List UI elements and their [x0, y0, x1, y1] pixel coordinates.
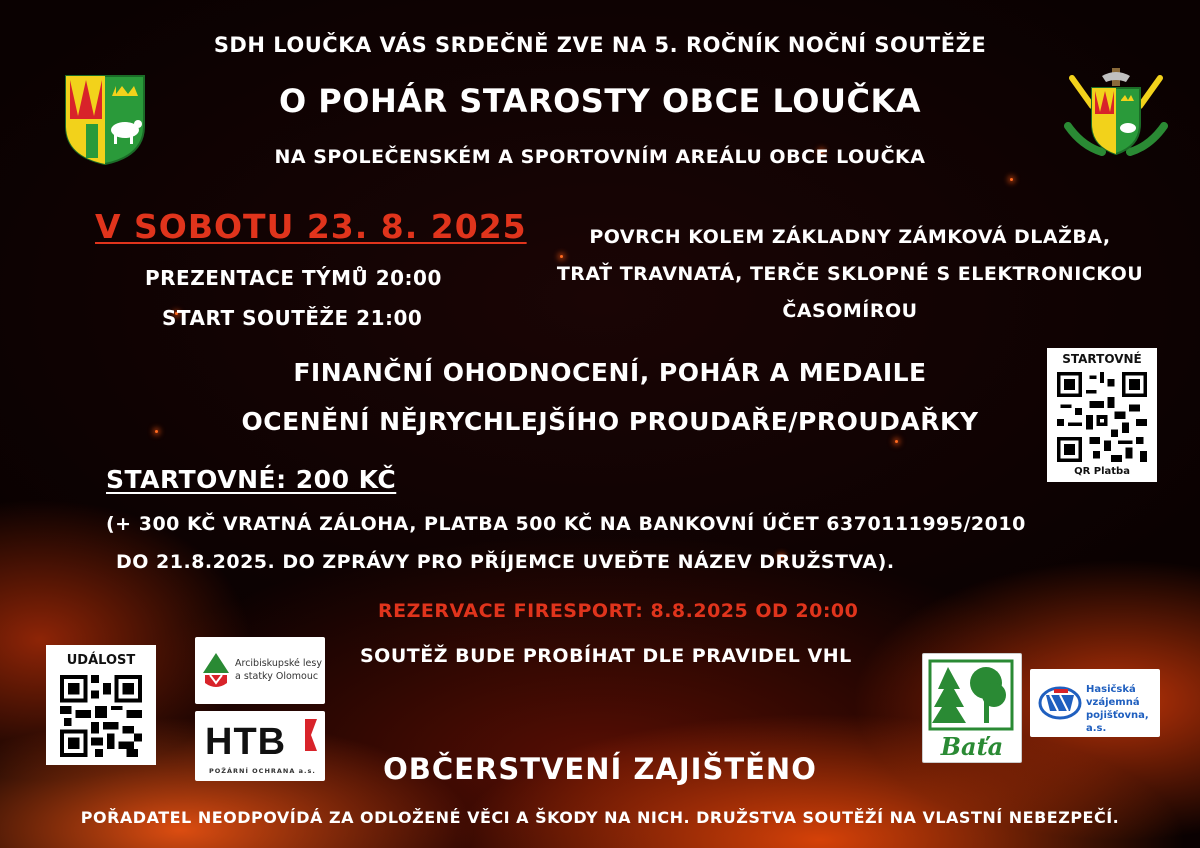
entry-fee-detail-1: (+ 300 KČ VRATNÁ ZÁLOHA, PLATBA 500 KČ NA BANKOVNÍ ÚČET 6370111995/2010 — [106, 513, 1026, 535]
htb-flag-icon — [303, 717, 319, 757]
reservation-info: REZERVACE FIRESPORT: 8.8.2025 OD 20:00 — [378, 600, 859, 622]
entry-fee-heading: STARTOVNÉ: 200 KČ — [106, 465, 397, 494]
sponsor-hvp-line-1: Hasičská — [1086, 684, 1136, 695]
sponsor-hvp-logo — [1030, 669, 1160, 737]
fee-qr-caption: QR Platba — [1074, 466, 1130, 477]
ember-decoration — [1010, 178, 1013, 181]
surface-line-3: ČASOMÍROU — [782, 300, 918, 322]
entry-fee-detail-2: DO 21.8.2025. DO ZPRÁVY PRO PŘÍJEMCE UVEĎTE NÁZEV DRUŽSTVA). — [116, 551, 895, 573]
presentation-time: PREZENTACE TÝMŮ 20:00 — [145, 266, 442, 290]
sponsor-hvp-line-2: vzájemná — [1086, 697, 1140, 708]
rules-info: SOUTĚŽ BUDE PROBÍHAT DLE PRAVIDEL VHL — [360, 645, 852, 667]
forest-emblem-icon — [201, 651, 231, 695]
surface-line-2: TRAŤ TRAVNATÁ, TERČE SKLOPNÉ S ELEKTRONICKOU — [556, 263, 1144, 285]
prizes-line-1: FINANČNÍ OHODNOCENÍ, POHÁR A MEDAILE — [293, 358, 927, 387]
ember-decoration — [560, 255, 563, 258]
surface-line-1: POVRCH KOLEM ZÁKLADNY ZÁMKOVÁ DLAŽBA, — [589, 226, 1111, 248]
sponsor-htb-sub: POŽÁRNÍ OCHRANA a.s. — [209, 767, 316, 775]
sponsor-lesy-logo — [195, 637, 325, 704]
venue-line: NA SPOLEČENSKÉM A SPORTOVNÍM AREÁLU OBCE LOUČKA — [274, 146, 926, 168]
event-title: O POHÁR STAROSTY OBCE LOUČKA — [278, 82, 922, 120]
sponsor-hvp-line-3: pojišťovna, a.s. — [1086, 710, 1149, 734]
invitation-line: SDH LOUČKA VÁS SRDEČNĚ ZVE NA 5. ROČNÍK NOČNÍ SOUTĚŽE — [213, 33, 987, 57]
sponsor-lesy-name: Arcibiskupské lesy a statky Olomouc — [235, 658, 322, 682]
trees-icon — [928, 659, 1014, 731]
fee-qr-title: STARTOVNÉ — [1062, 352, 1142, 366]
insurance-emblem-icon — [1038, 685, 1082, 725]
qr-code-icon — [1057, 372, 1147, 462]
sponsor-bata-logo — [922, 653, 1022, 763]
prizes-line-2: OCENĚNÍ NĚJRYCHLEJŠÍHO PROUDAŘE/PROUDAŘKY — [241, 407, 979, 436]
event-date: V SOBOTU 23. 8. 2025 — [95, 207, 527, 246]
sponsor-htb-name: HTB — [205, 721, 287, 763]
organizer-disclaimer: POŘADATEL NEODPOVÍDÁ ZA ODLOŽENÉ VĚCI A ŠKODY NA NICH. DRUŽSTVA SOUTĚŽÍ NA VLASTNÍ NEBEZPEČÍ. — [80, 808, 1120, 827]
event-qr-title: UDÁLOST — [66, 653, 136, 668]
ember-decoration — [895, 440, 898, 443]
sponsor-bata-name: Baťa — [940, 732, 1004, 761]
refreshments-info: OBČERSTVENÍ ZAJIŠTĚNO — [383, 752, 817, 786]
start-time: START SOUTĚŽE 21:00 — [162, 306, 423, 330]
qr-code-icon — [60, 675, 142, 757]
fee-qr-card[interactable] — [1047, 348, 1157, 482]
event-qr-card[interactable] — [46, 645, 156, 765]
sponsor-hvp-name — [1086, 683, 1160, 735]
